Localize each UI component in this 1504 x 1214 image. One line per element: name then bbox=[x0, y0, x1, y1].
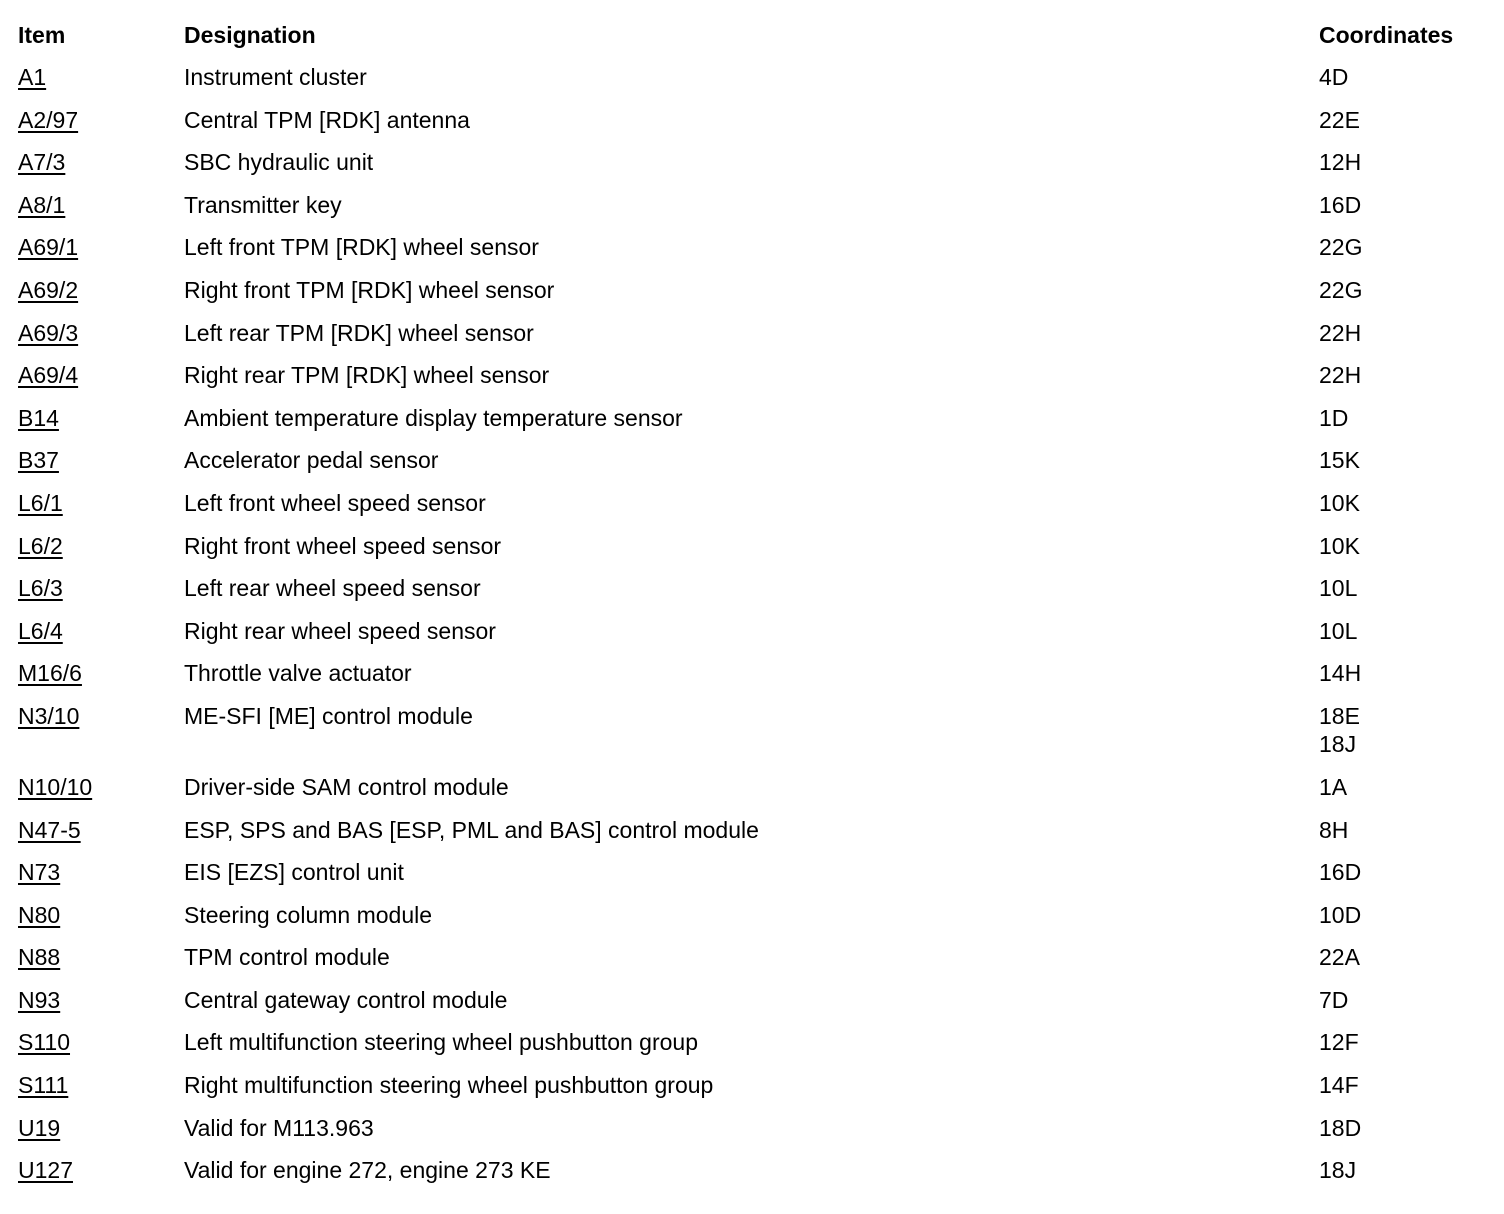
designation-cell: Central TPM [RDK] antenna bbox=[184, 106, 470, 133]
coordinate-value: 12H bbox=[1319, 149, 1362, 176]
table-row bbox=[0, 816, 1504, 859]
item-cell bbox=[18, 446, 59, 474]
item-cell bbox=[18, 858, 60, 886]
item-code-link[interactable]: A2/97 bbox=[18, 106, 79, 133]
coordinate-value: 14F bbox=[1319, 1072, 1359, 1099]
item-code-link[interactable]: B14 bbox=[18, 404, 59, 431]
designation-cell: Left front TPM [RDK] wheel sensor bbox=[184, 234, 539, 261]
table-row bbox=[0, 858, 1504, 901]
table-row bbox=[0, 404, 1504, 447]
table-row bbox=[0, 319, 1504, 362]
item-code-link[interactable]: A69/1 bbox=[18, 234, 79, 261]
item-cell bbox=[18, 986, 60, 1014]
table-row bbox=[0, 233, 1504, 276]
coordinate-value: 22E bbox=[1319, 106, 1360, 133]
item-cell bbox=[18, 773, 92, 801]
designation-cell: Accelerator pedal sensor bbox=[184, 447, 439, 474]
item-cell bbox=[18, 191, 65, 219]
designation-cell: Valid for M113.963 bbox=[184, 1114, 374, 1141]
item-code-link[interactable]: N88 bbox=[18, 944, 61, 971]
designation-cell: Left front wheel speed sensor bbox=[184, 489, 486, 516]
item-code-link[interactable]: M16/6 bbox=[18, 660, 82, 687]
coordinates-cell bbox=[1319, 446, 1360, 474]
item-cell bbox=[18, 574, 63, 602]
item-code-link[interactable]: N93 bbox=[18, 986, 61, 1013]
designation-cell: Instrument cluster bbox=[184, 64, 367, 90]
item-code-link[interactable]: N47-5 bbox=[18, 816, 81, 843]
coordinates-cell bbox=[1319, 489, 1360, 517]
coordinate-value: 10D bbox=[1319, 901, 1362, 928]
designation-cell: Transmitter key bbox=[184, 191, 342, 218]
item-cell bbox=[18, 617, 63, 645]
designation-column-header: Designation bbox=[184, 22, 316, 48]
designation-cell: ESP, SPS and BAS [ESP, PML and BAS] control module bbox=[184, 816, 759, 843]
coordinate-value: 1A bbox=[1319, 773, 1348, 800]
coordinates-cell bbox=[1319, 1028, 1359, 1056]
coordinate-value: 14H bbox=[1319, 660, 1362, 687]
item-cell bbox=[18, 63, 46, 91]
designation-cell: Right multifunction steering wheel pushbutton group bbox=[184, 1072, 714, 1099]
item-cell bbox=[18, 361, 78, 389]
coordinates-cell bbox=[1319, 773, 1347, 801]
coordinates-cell bbox=[1319, 276, 1362, 304]
item-cell bbox=[18, 1156, 73, 1184]
coordinates-cell bbox=[1319, 1156, 1356, 1184]
item-code-link[interactable]: A8/1 bbox=[18, 191, 66, 218]
item-cell bbox=[18, 943, 60, 971]
item-code-link[interactable]: A1 bbox=[18, 64, 47, 90]
coordinates-cell bbox=[1319, 106, 1360, 134]
coordinate-value: 7D bbox=[1319, 986, 1349, 1013]
table-row bbox=[0, 361, 1504, 404]
coordinates-column-header: Coordinates bbox=[1319, 22, 1454, 48]
table-row bbox=[0, 191, 1504, 234]
table-row bbox=[0, 986, 1504, 1029]
item-code-link[interactable]: B37 bbox=[18, 447, 59, 474]
coordinates-cell bbox=[1319, 702, 1360, 758]
coordinate-value: 10L bbox=[1319, 617, 1358, 644]
designation-cell: Right front TPM [RDK] wheel sensor bbox=[184, 276, 555, 303]
item-code-link[interactable]: U127 bbox=[18, 1157, 73, 1184]
item-column-header: Item bbox=[18, 22, 66, 48]
coordinates-cell bbox=[1319, 1114, 1361, 1142]
item-cell bbox=[18, 901, 60, 929]
table-body bbox=[0, 63, 1504, 1199]
coordinate-value: 22A bbox=[1319, 944, 1360, 971]
item-cell bbox=[18, 1114, 60, 1142]
coordinate-value: 22G bbox=[1319, 276, 1363, 303]
coordinate-value: 16D bbox=[1319, 859, 1362, 886]
item-code-link[interactable]: N73 bbox=[18, 859, 61, 886]
coordinates-cell bbox=[1319, 659, 1361, 687]
item-code-link[interactable]: N10/10 bbox=[18, 773, 93, 800]
item-code-link[interactable]: L6/1 bbox=[18, 489, 63, 516]
table-header bbox=[0, 0, 1504, 70]
coordinates-cell bbox=[1319, 63, 1348, 91]
item-code-link[interactable]: S110 bbox=[18, 1029, 71, 1056]
item-code-link[interactable]: L6/4 bbox=[18, 617, 63, 644]
item-cell bbox=[18, 106, 78, 134]
item-cell bbox=[18, 319, 78, 347]
item-cell bbox=[18, 148, 65, 176]
designation-cell: Steering column module bbox=[184, 901, 433, 928]
designation-cell: Left multifunction steering wheel pushbutton group bbox=[184, 1029, 698, 1056]
coordinates-cell bbox=[1319, 816, 1348, 844]
item-code-link[interactable]: L6/3 bbox=[18, 575, 63, 602]
designation-cell: Throttle valve actuator bbox=[184, 660, 412, 687]
item-cell bbox=[18, 816, 81, 844]
table-row bbox=[0, 1028, 1504, 1071]
table-row bbox=[0, 532, 1504, 575]
table-row bbox=[0, 106, 1504, 149]
item-code-link[interactable]: L6/2 bbox=[18, 532, 63, 559]
coordinate-value: 1D bbox=[1319, 404, 1349, 431]
table-row bbox=[0, 702, 1504, 773]
coordinates-cell bbox=[1319, 574, 1357, 602]
designation-cell: Right rear TPM [RDK] wheel sensor bbox=[184, 362, 550, 389]
coordinate-value: 18D bbox=[1319, 1114, 1362, 1141]
item-cell bbox=[18, 276, 78, 304]
item-cell bbox=[18, 404, 59, 432]
designation-cell: ME-SFI [ME] control module bbox=[184, 702, 473, 729]
item-code-link[interactable]: S111 bbox=[18, 1072, 69, 1099]
item-cell bbox=[18, 1028, 70, 1056]
coordinates-cell bbox=[1319, 943, 1360, 971]
table-row bbox=[0, 489, 1504, 532]
designation-cell: Right front wheel speed sensor bbox=[184, 532, 502, 559]
item-cell bbox=[18, 702, 79, 730]
item-cell bbox=[18, 489, 63, 517]
coordinates-cell bbox=[1319, 148, 1361, 176]
table-row bbox=[0, 659, 1504, 702]
designation-cell: Left rear wheel speed sensor bbox=[184, 575, 481, 602]
coordinates-cell bbox=[1319, 986, 1348, 1014]
table-row bbox=[0, 773, 1504, 816]
table-row bbox=[0, 276, 1504, 319]
item-code-link[interactable]: N80 bbox=[18, 901, 61, 928]
item-cell bbox=[18, 233, 78, 261]
designation-cell: Left rear TPM [RDK] wheel sensor bbox=[184, 319, 534, 346]
designation-cell: Valid for engine 272, engine 273 KE bbox=[184, 1157, 551, 1184]
coordinates-cell bbox=[1319, 233, 1362, 261]
coordinates-cell bbox=[1319, 191, 1361, 219]
table-row bbox=[0, 1156, 1504, 1199]
table-row bbox=[0, 148, 1504, 191]
coordinate-value: 22H bbox=[1319, 362, 1362, 389]
table-row bbox=[0, 901, 1504, 944]
table-row bbox=[0, 943, 1504, 986]
coordinate-value: 10K bbox=[1319, 489, 1360, 516]
item-code-link[interactable]: A7/3 bbox=[18, 149, 66, 176]
coordinate-value: 10L bbox=[1319, 575, 1358, 602]
coordinates-cell bbox=[1319, 1071, 1359, 1099]
coordinates-cell bbox=[1319, 404, 1348, 432]
coordinate-value: 4D bbox=[1319, 64, 1349, 90]
table-row bbox=[0, 574, 1504, 617]
coordinate-value: 18E bbox=[1319, 702, 1360, 729]
item-cell bbox=[18, 659, 82, 687]
item-code-link[interactable]: A69/4 bbox=[18, 362, 79, 389]
designation-cell: SBC hydraulic unit bbox=[184, 149, 374, 176]
designation-cell: EIS [EZS] control unit bbox=[184, 859, 404, 886]
coordinates-cell bbox=[1319, 532, 1360, 560]
item-code-link[interactable]: N3/10 bbox=[18, 702, 80, 729]
table-row bbox=[0, 63, 1504, 106]
coordinates-cell bbox=[1319, 901, 1361, 929]
table-row bbox=[0, 1071, 1504, 1114]
table-row bbox=[0, 1114, 1504, 1157]
coordinate-value: 10K bbox=[1319, 532, 1360, 559]
coordinate-value: 16D bbox=[1319, 191, 1362, 218]
designation-cell: Central gateway control module bbox=[184, 986, 508, 1013]
table-row bbox=[0, 617, 1504, 660]
item-cell bbox=[18, 1071, 68, 1099]
item-code-link[interactable]: U19 bbox=[18, 1114, 61, 1141]
designation-cell: TPM control module bbox=[184, 944, 390, 971]
item-code-link[interactable]: A69/3 bbox=[18, 319, 79, 346]
table-row bbox=[0, 446, 1504, 489]
designation-cell: Ambient temperature display temperature sensor bbox=[184, 404, 683, 431]
coordinate-value: 8H bbox=[1319, 816, 1349, 843]
coordinate-value: 22G bbox=[1319, 234, 1363, 261]
coordinate-value: 22H bbox=[1319, 319, 1362, 346]
designation-cell: Driver-side SAM control module bbox=[184, 773, 509, 800]
coordinates-cell bbox=[1319, 858, 1361, 886]
coordinate-value: 12F bbox=[1319, 1029, 1359, 1056]
item-cell bbox=[18, 532, 63, 560]
coordinates-cell bbox=[1319, 617, 1357, 645]
coordinate-value: 15K bbox=[1319, 447, 1360, 474]
item-code-link[interactable]: A69/2 bbox=[18, 276, 79, 303]
coordinate-value: 18J bbox=[1319, 1157, 1357, 1184]
designation-cell: Right rear wheel speed sensor bbox=[184, 617, 496, 644]
coordinate-value: 18J bbox=[1319, 730, 1357, 757]
coordinates-cell bbox=[1319, 361, 1361, 389]
coordinates-cell bbox=[1319, 319, 1361, 347]
